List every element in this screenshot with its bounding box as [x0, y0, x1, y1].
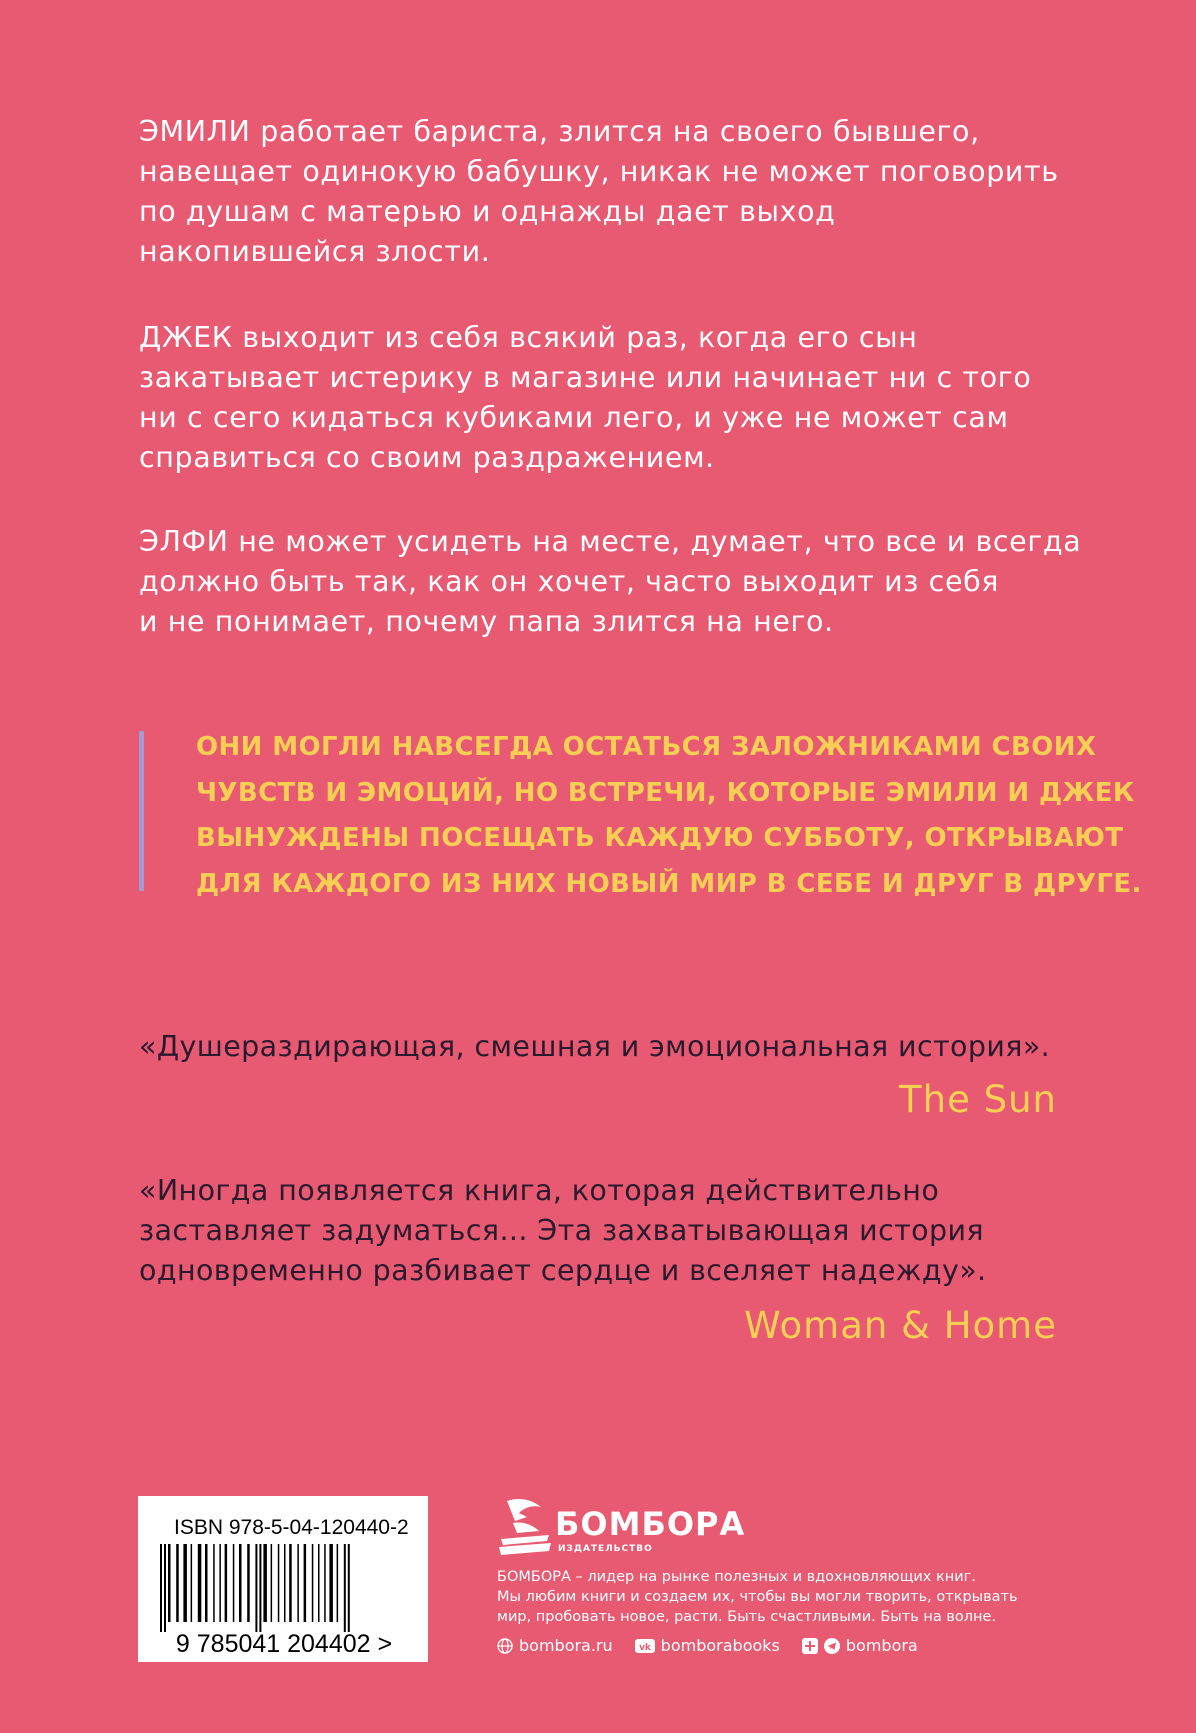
barcode-bar	[348, 1544, 350, 1632]
barcode-bar	[297, 1544, 299, 1622]
barcode-bar	[247, 1544, 250, 1622]
website-link[interactable]	[497, 1636, 613, 1655]
barcode-bar	[304, 1544, 307, 1622]
barcode-bar	[324, 1544, 326, 1622]
barcode-bar	[239, 1544, 242, 1622]
barcode-bar	[176, 1544, 179, 1622]
svg-text:vk: vk	[638, 1642, 651, 1653]
plus-icon	[802, 1638, 818, 1654]
text-line: БОМБОРА – лидер на рынке полезных и вдохновляющих книг.	[497, 1569, 976, 1585]
barcode-bar	[312, 1544, 314, 1622]
barcode-bar	[183, 1544, 187, 1622]
barcode-bar	[289, 1544, 292, 1622]
vk-icon	[635, 1639, 655, 1653]
review-source-1: The Sun	[899, 1078, 1057, 1121]
text-line: заставляет задуматься... Эта захватывающая история	[139, 1214, 984, 1247]
vk-label: bomborabooks	[660, 1636, 780, 1655]
highlight-quote	[139, 731, 1142, 899]
website-label: bombora.ru	[519, 1636, 613, 1655]
text-line: ОНИ МОГЛИ НАВСЕГДА ОСТАТЬСЯ ЗАЛОЖНИКАМИ СВОИХ	[196, 732, 1097, 762]
barcode-bar	[318, 1544, 320, 1622]
publisher-logo	[497, 1495, 746, 1557]
bombora-logo-icon	[497, 1495, 555, 1557]
barcode-bar	[337, 1544, 339, 1622]
text-line: ДЖЕК выходит из себя всякий раз, когда его сын	[139, 321, 918, 354]
barcode-bar	[160, 1544, 162, 1632]
highlight-text	[196, 725, 1142, 907]
text-line: ЭМИЛИ работает бариста, злится на своего бывшего,	[139, 115, 980, 148]
review-quote-1	[139, 1027, 1069, 1067]
text-line: и не понимает, почему папа злится на него.	[139, 605, 834, 638]
text-line: ЭЛФИ не может усидеть на месте, думает, что все и всегда	[139, 525, 1082, 558]
barcode-bar	[271, 1544, 273, 1622]
text-line: закатывает истерику в магазине или начинает ни с того	[139, 361, 1032, 394]
telegram-icon	[824, 1638, 840, 1654]
barcode-bar	[219, 1544, 221, 1622]
telegram-label: bombora	[845, 1636, 918, 1655]
text-line: накопившейся злости.	[139, 235, 491, 268]
vk-link[interactable]	[635, 1636, 780, 1655]
text-line: навещает одинокую бабушку, никак не может поговорить	[139, 155, 1059, 188]
publisher-name: БОМБОРА	[555, 1505, 746, 1543]
barcode-bar	[205, 1544, 208, 1622]
barcode-bar	[259, 1544, 261, 1632]
text-line: «Иногда появляется книга, которая действительно	[139, 1174, 940, 1207]
review-source-2: Woman & Home	[744, 1304, 1057, 1347]
publisher-subtitle: ИЗДАТЕЛЬСТВО	[558, 1544, 653, 1554]
barcode-bar	[164, 1544, 166, 1632]
text-line: ВЫНУЖДЕНЫ ПОСЕЩАТЬ КАЖДУЮ СУББОТУ, ОТКРЫВАЮТ	[196, 823, 1124, 853]
text-line: Мы любим книги и создаем их, чтобы вы могли творить, открывать	[497, 1589, 1018, 1605]
barcode-bar	[329, 1544, 333, 1622]
barcode-bar	[168, 1544, 171, 1622]
barcode-bar	[255, 1544, 257, 1632]
barcode-bar	[284, 1544, 286, 1622]
isbn-label: ISBN 978-5-04-120440-2	[174, 1516, 409, 1539]
barcode-bar	[198, 1544, 202, 1622]
telegram-link[interactable]	[802, 1636, 918, 1655]
quote-bar	[139, 731, 144, 891]
social-links	[497, 1636, 918, 1655]
text-line: по душам с матерью и однажды дает выход	[139, 195, 836, 228]
text-line: «Душераздирающая, смешная и эмоциональная история».	[139, 1030, 1051, 1063]
barcode-bar	[233, 1544, 235, 1622]
description-paragraph-jack	[139, 318, 1069, 478]
description-paragraph-alfie	[139, 522, 1082, 642]
description-paragraph-emily	[139, 112, 1069, 272]
globe-icon	[497, 1638, 513, 1654]
barcode-bar	[213, 1544, 215, 1622]
barcode-bar	[278, 1544, 280, 1622]
review-quote-2	[139, 1171, 1069, 1291]
text-line: ДЛЯ КАЖДОГО ИЗ НИХ НОВЫЙ МИР В СЕБЕ И ДРУГ В ДРУГЕ.	[196, 868, 1142, 899]
barcode	[138, 1496, 428, 1662]
text-line: ЧУВСТВ И ЭМОЦИЙ, НО ВСТРЕЧИ, КОТОРЫЕ ЭМИЛИ И ДЖЕК	[196, 777, 1135, 808]
text-line: справиться со своим раздражением.	[139, 441, 715, 474]
text-line: ни с сего кидаться кубиками лего, и уже не может сам	[139, 401, 1009, 434]
barcode-bar	[344, 1544, 346, 1632]
barcode-bar	[191, 1544, 193, 1622]
text-line: должно быть так, как он хочет, часто выходит из себя	[139, 565, 999, 598]
text-line: мир, пробовать новое, расти. Быть счастливыми. Быть на волне.	[497, 1609, 997, 1625]
barcode-bar	[225, 1544, 228, 1622]
publisher-description	[497, 1567, 1057, 1627]
barcode-digits: 9 785041 204402 >	[175, 1630, 393, 1656]
text-line: одновременно разбивает сердце и вселяет надежду».	[139, 1254, 987, 1287]
barcode-image	[150, 1544, 418, 1656]
barcode-bar	[263, 1544, 267, 1622]
